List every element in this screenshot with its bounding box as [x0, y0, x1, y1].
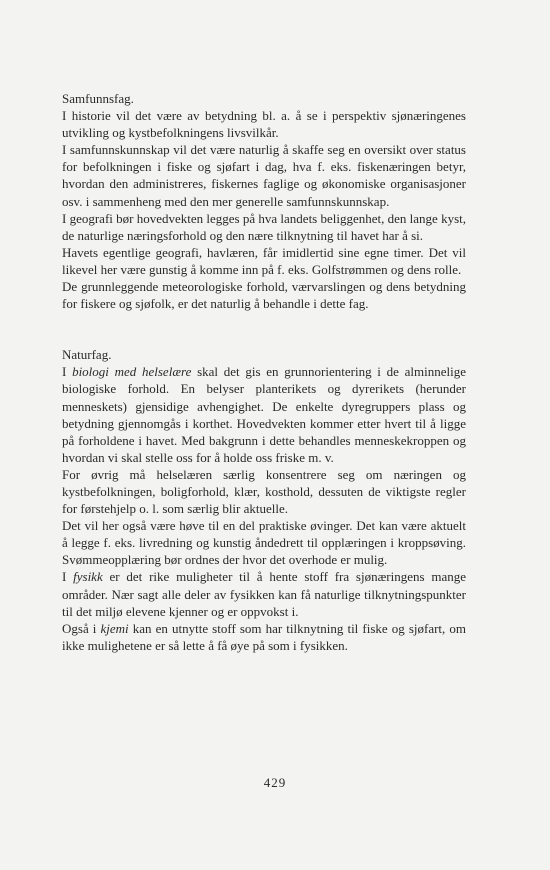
emphasis: biologi med helselære [72, 364, 192, 380]
text-run: Også i [62, 620, 101, 636]
text-run: er det rike muligheter til å hente stoff fra sjønæringens mange områder. Nær sagt alle deler av fysikken kan få naturlige tilknytningspunkter til det miljø elevene kjenner og er oppvokst i. [62, 569, 466, 619]
text-run: kan en utnytte stoff som har tilknytning til fiske og sjøfart, om ikke mulighetene er så lette å få øye på som i fysikken. [62, 620, 466, 653]
page-number: 429 [263, 775, 287, 790]
paragraph: I historie vil det være av betydning bl. a. å se i perspektiv sjønæringenes utvikling og kystbefolkningens livsvilkår. [62, 108, 466, 141]
text-run: I [62, 569, 74, 585]
paragraph: I geografi bør hovedvekten legges på hva landets beliggenhet, den lange kyst, de naturlige næringsforhold og den nære tilknytning til havet har å si. [62, 210, 466, 243]
paragraph [62, 620, 466, 654]
emphasis: kjemi [100, 620, 129, 636]
paragraph [62, 363, 466, 466]
paragraph: Det vil her også være høve til en del praktiske øvinger. Det kan være aktuelt å legge f. eks. livredning og kunstig åndedrett til opplæringen i kroppsøving. Svømmeopplæring bør ordnes der hvor det overhode er mulig. [62, 518, 466, 568]
body-text [62, 90, 466, 654]
paragraph: For øvrig må helselæren særlig konsentrere seg om næringen og kystbefolkningen, boligforhold, klær, kosthold, dessuten de viktigste regler for førstehjelp o. l. som særlig blir aktuelle. [62, 466, 466, 517]
paragraph: Havets egentlige geografi, havlæren, får imidlertid sine egne timer. Det vil likevel her være gunstig å komme inn på f. eks. Golfstrømmen og dens rolle. [62, 244, 466, 277]
section-heading-naturfag: Naturfag. [62, 347, 112, 363]
text-run: I [62, 364, 73, 380]
paragraph: De grunnleggende meteorologiske forhold, værvarslingen og dens betydning for fiskere og sjøfolk, er det naturlig å behandle i dette fag. [62, 279, 466, 312]
emphasis: fysikk [73, 569, 103, 585]
section-spacer [62, 312, 466, 346]
text-run: skal det gis en grunnorientering i de alminnelige biologiske forhold. En belyser planterikets og dyrerikets (herunder menneskets) gjensidige avhengighet. De enkelte dyregruppers plass og betydning gjennomgås i korthet. Hovedvekten kommer etter hvert til å ligge på forholdene i havet. Med bakgrunn i dette behandles menneskekroppen og hvordan vi skal stelle oss for å holde oss friske m. v. [62, 364, 466, 465]
section-heading-samfunnsfag: Samfunnsfag. [62, 91, 134, 106]
paragraph: I samfunnskunnskap vil det være naturlig å skaffe seg en oversikt over status for befolkningen i fiske og sjøfart i dag, hva f. eks. fiskenæringen betyr, hvordan den administreres, fiskernes faglige og økonomiske organisasjoner osv. i sammenheng med den mer generelle samfunnskunnskap. [62, 142, 466, 209]
paragraph [62, 568, 466, 619]
